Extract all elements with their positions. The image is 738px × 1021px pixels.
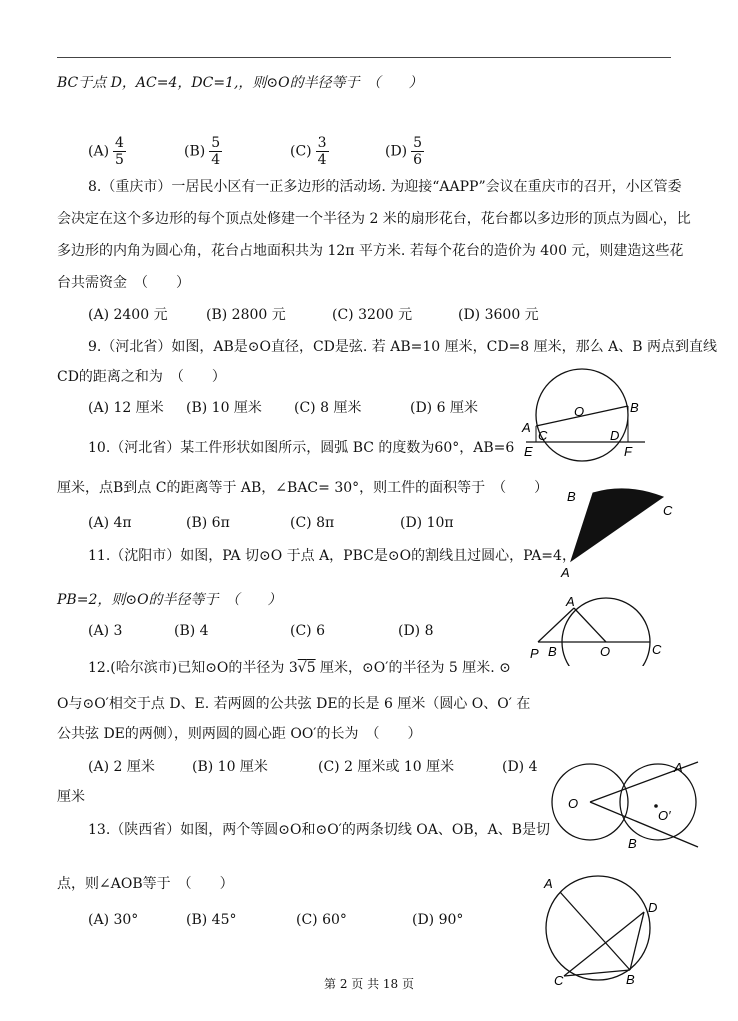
q13-option-a: (A) 30°: [88, 912, 139, 928]
q7-option-b: (B) $\frac{5}{4}$: [184, 135, 221, 168]
q11-radius-oa: [574, 608, 606, 642]
q9-option-d: (D) 6 厘米: [410, 400, 478, 416]
header-rule: [57, 57, 671, 58]
q8-line-3: 多边形的内角为圆心角，花台占地面积共为 12π 平方米. 若每个花台的造价为 400 元，则建造这些花: [57, 243, 684, 259]
q7-option-a: (A) $\frac{4}{5}$: [88, 135, 124, 168]
q13-label-o: O: [568, 796, 579, 811]
q10-label-b: B: [567, 489, 576, 504]
q13-option-c: (C) 60°: [296, 912, 347, 928]
q13-circle-o2: [620, 764, 696, 840]
q8-line-2: 会决定在这个多边形的每个顶点处修建一个半径为 2 米的扇形花台，花台都以多边形的顶点为圆心，比: [57, 211, 691, 227]
q12-option-d: (D) 4: [502, 759, 538, 775]
q10-option-a: (A) 4π: [88, 515, 132, 531]
q11-option-d: (D) 8: [398, 623, 434, 639]
q11-line-1: 11.（沈阳市）如图，PA 切⊙O 于点 A，PBC是⊙O的割线且过圆心，PA=4，: [88, 548, 576, 564]
q10-label-c: C: [663, 503, 673, 518]
q12-option-b: (B) 10 厘米: [192, 759, 268, 775]
q8-option-c: (C) 3200 元: [332, 307, 413, 323]
q9-label-f: F: [624, 444, 632, 459]
q9-option-a: (A) 12 厘米: [88, 400, 164, 416]
q9-option-b: (B) 10 厘米: [186, 400, 262, 416]
q9-line-1: 9.（河北省）如图，AB是⊙O直径，CD是弦. 若 AB=10 厘米，CD=8 厘米，那么 A、B 两点到直线: [88, 339, 717, 355]
q11-label-c: C: [652, 642, 662, 657]
q13-line-2: 点，则∠AOB等于 （ ）: [57, 876, 234, 892]
q12-line-3: 公共弦 DE的两侧），则两圆的圆心距 OO′的长为 （ ）: [57, 726, 422, 742]
q12-option-c: (C) 2 厘米或 10 厘米: [318, 759, 455, 775]
page-footer: 第 2 页 共 18 页: [324, 977, 414, 991]
q7-option-c: (C) $\frac{3}{4}$: [290, 135, 327, 168]
q9-label-c: C: [538, 428, 548, 443]
q14-figure: [530, 868, 660, 986]
q13-line-1: 13.（陕西省）如图，两个等圆⊙O和⊙O′的两条切线 OA、OB，A、B是切: [88, 822, 551, 838]
q10-option-b: (B) 6π: [186, 515, 230, 531]
q12-line-2: O与⊙O′相交于点 D、E. 若两圆的公共弦 DE的长是 6 厘米（圆心 O、O′ 在: [57, 696, 531, 712]
q13-option-b: (B) 45°: [186, 912, 237, 928]
q10-sector-shape: [571, 489, 663, 561]
q9-label-a: A: [522, 420, 531, 435]
q8-option-a: (A) 2400 元: [88, 307, 168, 323]
q9-figure: [512, 368, 652, 468]
q10-option-c: (C) 8π: [290, 515, 335, 531]
q11-label-o: O: [600, 644, 611, 659]
q12-wrap: 厘米: [57, 789, 85, 805]
q11-option-a: (A) 3: [88, 623, 123, 639]
q8-line-1: 8.（重庆市）一居民小区有一正多边形的活动场. 为迎接“AAPP”会议在重庆市的召开，小区管委: [88, 179, 682, 195]
q14-circle: [546, 876, 650, 980]
q8-option-d: (D) 3600 元: [458, 307, 539, 323]
q11-option-b: (B) 4: [174, 623, 209, 639]
q8-option-b: (B) 2800 元: [206, 307, 286, 323]
q9-label-o: O: [574, 404, 585, 419]
q7-option-d: (D) $\frac{5}{6}$: [385, 135, 423, 168]
q11-option-c: (C) 6: [290, 623, 325, 639]
q11-tangent-pa: [538, 608, 574, 642]
q11-label-a: A: [566, 594, 575, 609]
q10-option-d: (D) 10π: [400, 515, 454, 531]
q14-label-d: D: [648, 900, 658, 915]
q9-label-e: E: [524, 444, 533, 459]
q11-label-b: B: [548, 644, 557, 659]
q11-figure: [528, 594, 678, 666]
q9-label-b: B: [630, 400, 639, 415]
q14-label-b: B: [626, 972, 635, 986]
q10-line-1: 10.（河北省）某工件形状如图所示，圆弧 BC 的度数为60°，AB=6: [88, 440, 515, 456]
q13-figure: [548, 752, 708, 852]
q10-line-2: 厘米，点B到点 C的距离等于 AB，∠BAC= 30°，则工件的面积等于 （ ）: [57, 480, 549, 496]
q7-stem: BC于点 D，AC=4，DC=1,，则⊙O的半径等于 （ ）: [57, 75, 423, 91]
q11-label-p: P: [530, 646, 539, 661]
q8-line-4: 台共需资金 （ ）: [57, 275, 190, 291]
q13-option-d: (D) 90°: [412, 912, 464, 928]
q13-label-o2: O′: [658, 808, 671, 823]
q12-option-a: (A) 2 厘米: [88, 759, 155, 775]
q9-option-c: (C) 8 厘米: [294, 400, 362, 416]
q11-line-2: PB=2，则⊙O的半径等于 （ ）: [57, 592, 282, 608]
q14-label-a: A: [544, 876, 553, 891]
q14-chord-cd: [564, 912, 644, 976]
q9-label-d: D: [610, 428, 620, 443]
q14-label-c: C: [554, 973, 564, 986]
q13-label-a: A: [674, 760, 683, 775]
q10-label-a: A: [561, 565, 570, 580]
q13-label-b: B: [628, 836, 637, 851]
q9-line-2: CD的距离之和为 （ ）: [57, 369, 226, 385]
q12-line-1: 12.(哈尔滨市)已知⊙O的半径为 3√5 厘米，⊙O′的半径为 5 厘米. ⊙: [88, 660, 511, 676]
q13-tangent-ob: [590, 802, 698, 847]
